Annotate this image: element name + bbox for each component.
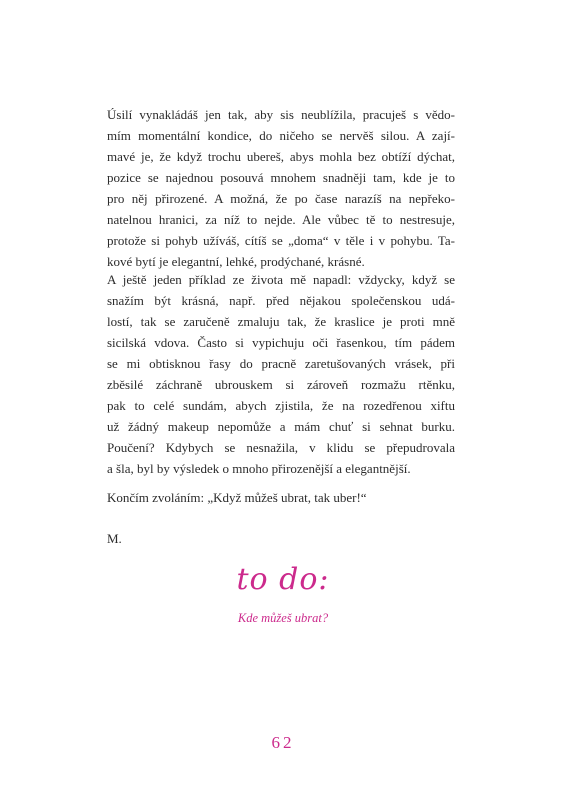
paragraph-effort xyxy=(107,104,455,272)
paragraph-example xyxy=(107,269,455,479)
text-line: už žádný makeup nepomůže a mám chuť si sehnat burku. xyxy=(107,419,455,434)
text-line: se mi obtisknou řasy do pracně zaretušovaných vrásek, při xyxy=(107,356,455,371)
text-line: kové bytí je elegantní, lehké, prodýchané, krásné. xyxy=(107,254,365,269)
text-line: pro něj přirozené. A možná, že po čase narazíš na nepřeko- xyxy=(107,191,455,206)
page-number: 62 xyxy=(271,733,295,752)
text-line: A ještě jeden příklad ze života mě napadl: vždycky, když se xyxy=(107,272,455,287)
text-line: natelnou hranici, za níž to nejde. Ale vůbec tě to nestresuje, xyxy=(107,212,455,227)
text-line: sicilská vdova. Často si vypichuju oči řasenkou, tím pádem xyxy=(107,335,455,350)
todo-subtitle: Kde můžeš ubrat? xyxy=(237,611,329,625)
todo-section xyxy=(0,562,566,626)
text-line: mím momentální kondice, do ničeho se nervěš silou. A zají- xyxy=(107,128,455,143)
text-line: pak to celé sundám, abych zjistila, že na rozedřenou xiftu xyxy=(107,398,455,413)
text-line: protože si pohyb užíváš, cítíš se „doma“ v těle i v pohybu. Ta- xyxy=(107,233,455,248)
text-line: pozice se najednou posouvá mnohem snadněji tam, kde je to xyxy=(107,170,455,185)
text-line: a šla, byl by výsledek o mnoho přirozenější a elegantnější. xyxy=(107,461,411,476)
text-line: snažím být krásná, např. před nějakou společenskou udá- xyxy=(107,293,455,308)
text-line: Úsilí vynakládáš jen tak, aby sis neublížila, pracuješ s vědo- xyxy=(107,107,455,122)
paragraph-closing xyxy=(107,487,455,508)
text-line: Končím zvoláním: „Když můžeš ubrat, tak uber!“ xyxy=(107,490,367,505)
signature-text: M. xyxy=(107,531,122,546)
text-line: zběsilé záchraně ubrouskem si zároveň rozmažu rtěnku, xyxy=(107,377,455,392)
todo-title: to do: xyxy=(236,562,330,597)
text-line: lostí, tak se zaručeně zmaluju tak, že kraslice je proti mně xyxy=(107,314,455,329)
text-line: mavé je, že když trochu ubereš, abys mohla bez obtíží dýchat, xyxy=(107,149,455,164)
signature xyxy=(107,528,455,549)
text-line: Poučení? Kdybych se nesnažila, v klidu se přepudrovala xyxy=(107,440,455,455)
